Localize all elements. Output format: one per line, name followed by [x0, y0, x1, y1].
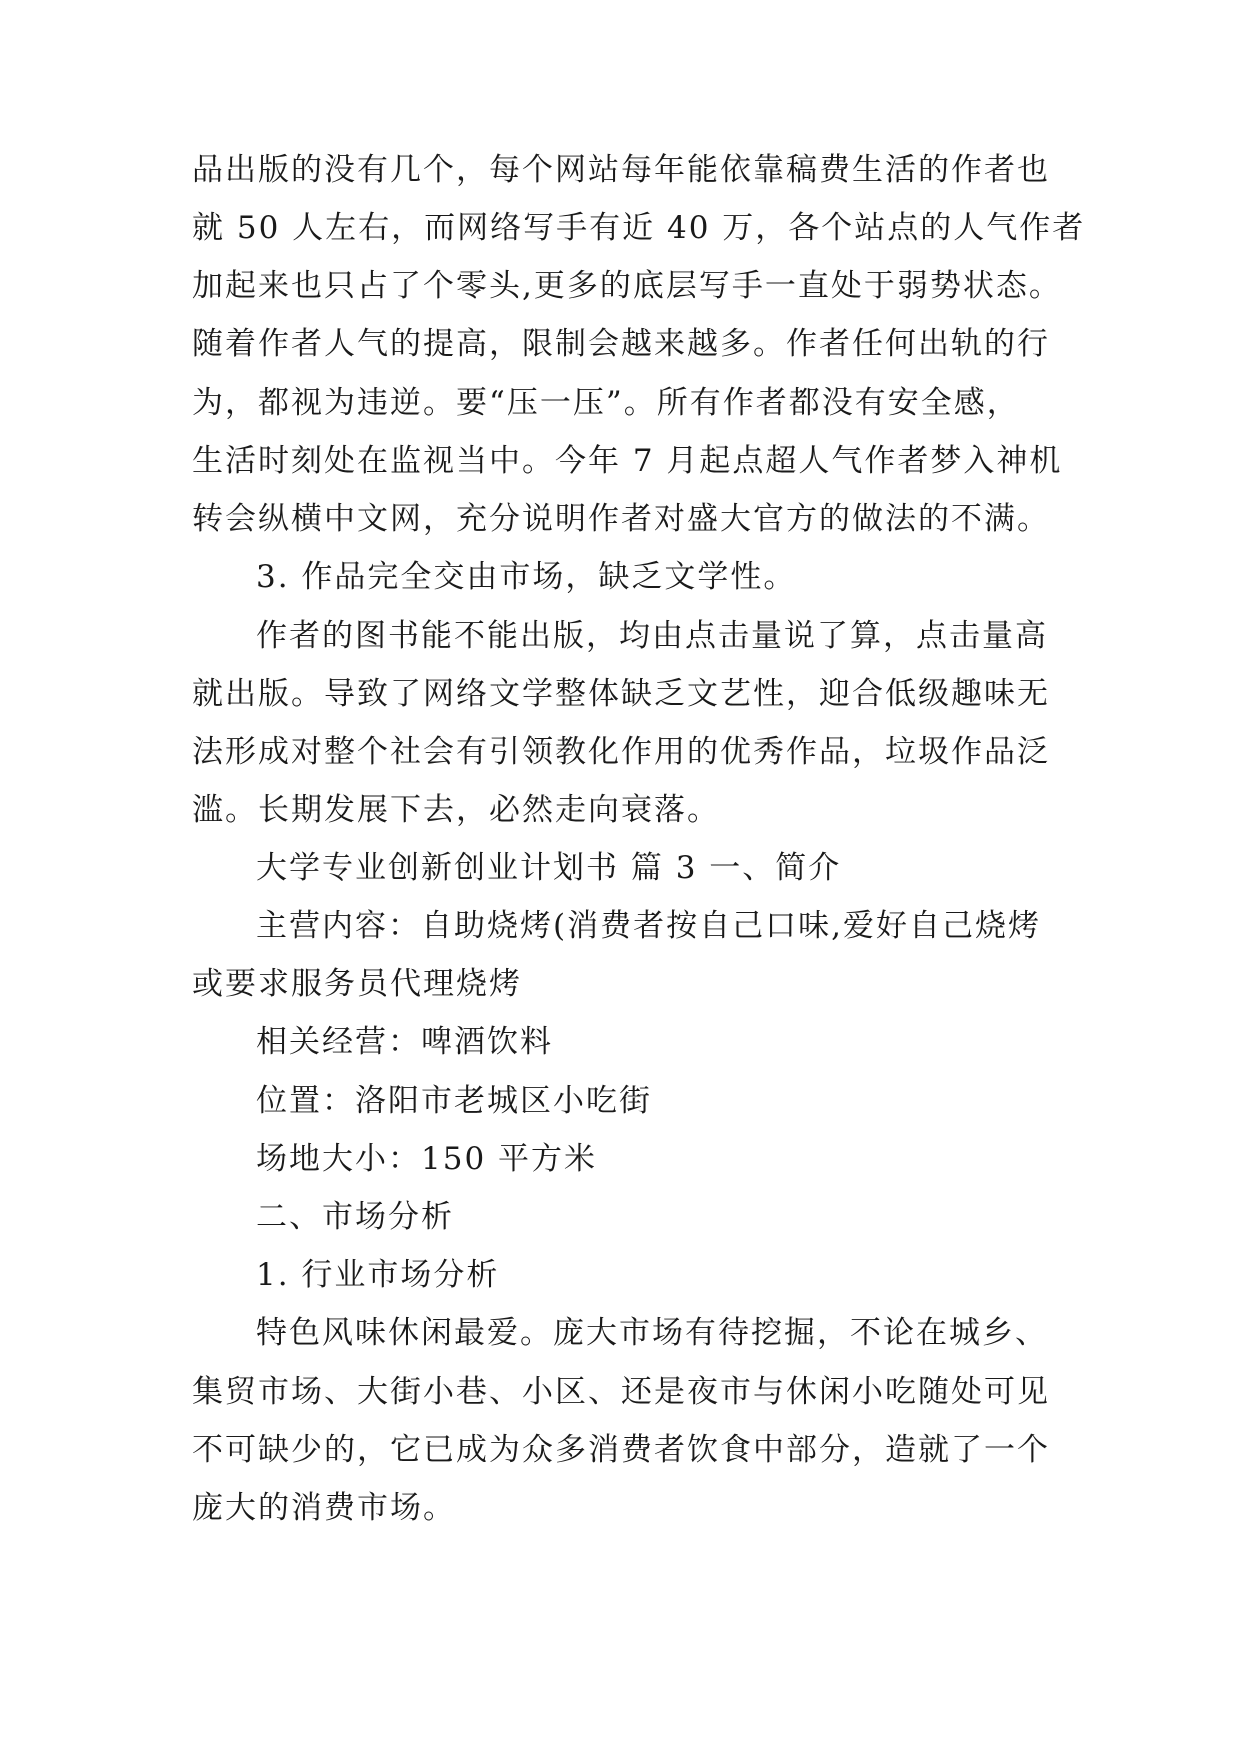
section-heading: 3. 作品完全交由市场，缺乏文学性。	[256, 559, 797, 595]
text-line: 或要求服务员代理烧烤	[192, 966, 522, 1002]
text-line: 法形成对整个社会有引领教化作用的优秀作品，垃圾作品泛	[192, 734, 1050, 770]
section-heading: 二、市场分析	[256, 1199, 454, 1235]
document-title-line: 大学专业创新创业计划书 篇 3 一、简介	[256, 850, 842, 886]
text-line: 就 50 人左右，而网络写手有近 40 万，各个站点的人气作者	[192, 210, 1086, 246]
text-line: 场地大小：150 平方米	[256, 1141, 598, 1177]
text-line: 生活时刻处在监视当中。今年 7 月起点超人气作者梦入神机	[192, 443, 1063, 479]
text-line: 集贸市场、大街小巷、小区、还是夜市与休闲小吃随处可见	[192, 1374, 1050, 1410]
text-line: 随着作者人气的提高，限制会越来越多。作者任何出轨的行	[192, 326, 1050, 362]
text-line: 滥。长期发展下去，必然走向衰落。	[192, 792, 720, 828]
text-line: 主营内容：自助烧烤(消费者按自己口味,爱好自己烧烤	[256, 908, 1041, 944]
text-line: 加起来也只占了个零头,更多的底层写手一直处于弱势状态。	[192, 268, 1062, 304]
text-line: 品出版的没有几个，每个网站每年能依靠稿费生活的作者也	[192, 152, 1050, 188]
text-line: 特色风味休闲最爱。庞大市场有待挖掘，不论在城乡、	[256, 1315, 1048, 1351]
text-line: 作者的图书能不能出版，均由点击量说了算，点击量高	[256, 618, 1048, 654]
text-line: 为，都视为违逆。要“压一压”。所有作者都没有安全感，	[192, 385, 1020, 421]
text-line: 不可缺少的，它已成为众多消费者饮食中部分，造就了一个	[192, 1432, 1050, 1468]
text-line: 庞大的消费市场。	[192, 1490, 456, 1526]
text-line: 相关经营：啤酒饮料	[256, 1024, 553, 1060]
text-line: 转会纵横中文网，充分说明作者对盛大官方的做法的不满。	[192, 501, 1050, 537]
text-line: 就出版。导致了网络文学整体缺乏文艺性，迎合低级趣味无	[192, 676, 1050, 712]
subsection-heading: 1. 行业市场分析	[256, 1257, 500, 1293]
text-line: 位置：洛阳市老城区小吃街	[256, 1083, 652, 1119]
